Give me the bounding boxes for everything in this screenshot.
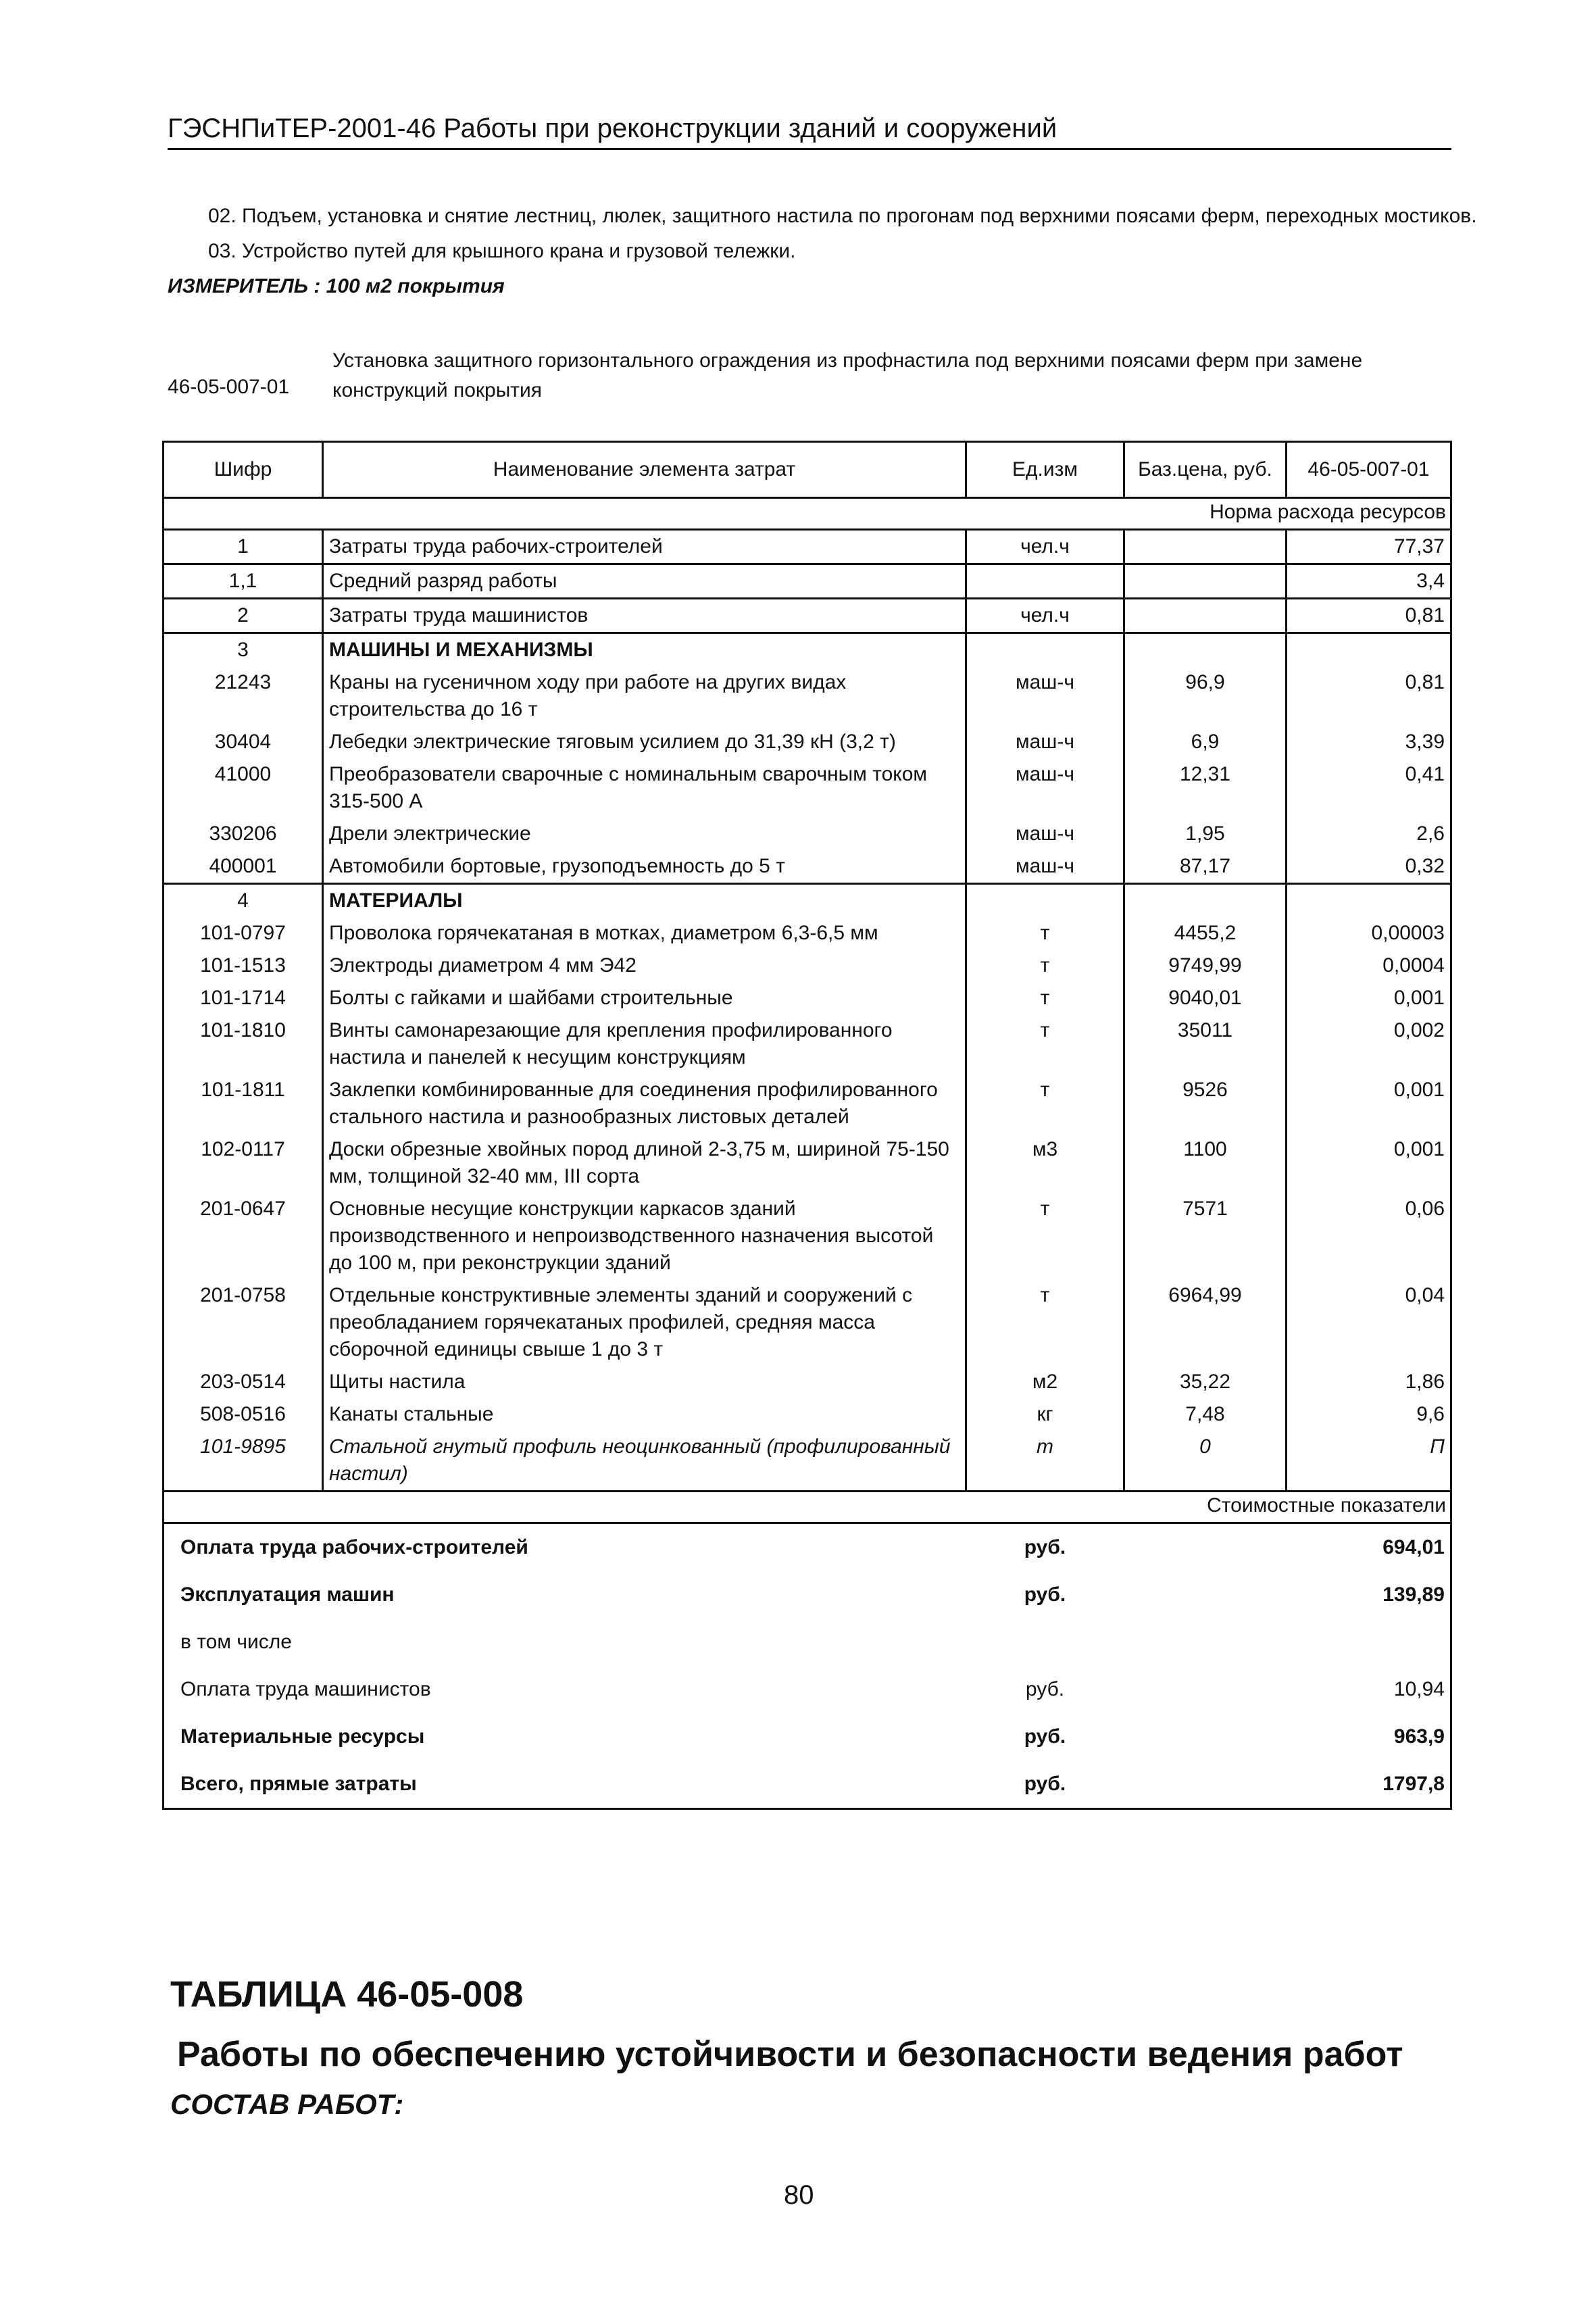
table-row — [164, 884, 1451, 918]
row-code: 101-9895 — [164, 1431, 323, 1492]
row-name: Заклепки комбинированные для соединения профилированного стального настила и разнообразных листовых деталей — [323, 1074, 966, 1133]
column-header: 46-05-007-01 — [1287, 442, 1451, 498]
row-name: Болты с гайками и шайбами строительные — [323, 982, 966, 1014]
table-row — [164, 1398, 1451, 1431]
row-name: Затраты труда машинистов — [323, 599, 966, 633]
table-row — [164, 758, 1451, 818]
total-row — [164, 1713, 1451, 1761]
row-value: 3,4 — [1287, 564, 1451, 599]
row-name: Основные несущие конструкции каркасов зданий производственного и непроизводственного назначения высотой до 100 м, при реконструкции зданий — [323, 1193, 966, 1279]
work-composition — [168, 203, 1485, 308]
total-unit: руб. — [966, 1523, 1124, 1572]
total-value: 694,01 — [1287, 1523, 1451, 1572]
row-unit: маш-ч — [966, 818, 1124, 850]
row-price: 35,22 — [1124, 1366, 1287, 1398]
row-unit: маш-ч — [966, 850, 1124, 884]
table-row — [164, 1074, 1451, 1133]
total-label: Оплата труда машинистов — [164, 1666, 966, 1713]
total-empty — [1124, 1713, 1287, 1761]
row-name: Проволока горячекатаная в мотках, диаметром 6,3-6,5 мм — [323, 917, 966, 950]
total-row — [164, 1523, 1451, 1572]
row-code: 1,1 — [164, 564, 323, 599]
total-unit: руб. — [1025, 1678, 1065, 1700]
page-number: 80 — [784, 2180, 814, 2210]
table-row — [164, 818, 1451, 850]
row-code: 330206 — [164, 818, 323, 850]
row-unit: т — [966, 917, 1124, 950]
row-value: 1,86 — [1287, 1366, 1451, 1398]
row-unit: т — [966, 1074, 1124, 1133]
row-code: 30404 — [164, 726, 323, 758]
row-value — [1287, 633, 1451, 667]
total-label: Эксплуатация машин — [164, 1571, 966, 1619]
row-unit: чел.ч — [966, 599, 1124, 633]
row-code: 3 — [164, 633, 323, 667]
row-value: П — [1287, 1431, 1451, 1492]
total-empty — [1124, 1761, 1287, 1809]
row-price: 1100 — [1124, 1133, 1287, 1193]
table-row — [164, 1366, 1451, 1398]
total-row — [164, 1666, 1451, 1713]
work-item-02: 02. Подъем, установка и снятие лестниц, люлек, защитного настила по прогонам под верхними поясами ферм, переходных мостиков. — [208, 205, 1477, 227]
row-unit: т — [966, 982, 1124, 1014]
row-price: 6964,99 — [1124, 1279, 1287, 1366]
row-unit: т — [966, 950, 1124, 982]
total-row — [164, 1761, 1451, 1809]
row-value: 0,001 — [1287, 1074, 1451, 1133]
row-code: 101-1714 — [164, 982, 323, 1014]
total-unit — [966, 1619, 1124, 1666]
row-unit: маш-ч — [966, 758, 1124, 818]
norm-header-row — [164, 498, 1451, 530]
row-value: 0,81 — [1287, 599, 1451, 633]
row-unit: т — [966, 1431, 1124, 1492]
row-price: 9526 — [1124, 1074, 1287, 1133]
next-table-subtitle: Работы по обеспечению устойчивости и безопасности ведения работ — [177, 2035, 1403, 2074]
total-label: Материальные ресурсы — [164, 1713, 966, 1761]
row-name: Винты самонарезающие для крепления профилированного настила и панелей к несущим конструкциям — [323, 1014, 966, 1074]
row-price: 7,48 — [1124, 1398, 1287, 1431]
total-row — [164, 1619, 1451, 1666]
norm-code: 46-05-007-01 — [168, 376, 290, 398]
total-value — [1287, 1619, 1451, 1666]
row-value: 0,001 — [1287, 1133, 1451, 1193]
row-unit: чел.ч — [966, 530, 1124, 564]
row-price: 9040,01 — [1124, 982, 1287, 1014]
row-price: 7571 — [1124, 1193, 1287, 1279]
norm-label: Норма расхода ресурсов — [164, 498, 1451, 530]
row-name: Лебедки электрические тяговым усилием до 31,39 кН (3,2 т) — [323, 726, 966, 758]
row-unit: маш-ч — [966, 726, 1124, 758]
row-value: 9,6 — [1287, 1398, 1451, 1431]
row-code: 1 — [164, 530, 323, 564]
row-price — [1124, 633, 1287, 667]
total-value: 1797,8 — [1287, 1761, 1451, 1809]
row-price: 9749,99 — [1124, 950, 1287, 982]
table-row — [164, 1133, 1451, 1193]
row-code: 101-1811 — [164, 1074, 323, 1133]
row-value: 0,41 — [1287, 758, 1451, 818]
row-price — [1124, 884, 1287, 918]
row-unit — [966, 633, 1124, 667]
row-code: 508-0516 — [164, 1398, 323, 1431]
row-price: 4455,2 — [1124, 917, 1287, 950]
total-empty — [1124, 1666, 1287, 1713]
row-name: Краны на гусеничном ходу при работе на других видах строительства до 16 т — [323, 666, 966, 726]
row-name: Доски обрезные хвойных пород длиной 2-3,75 м, шириной 75-150 мм, толщиной 32-40 мм, III сорта — [323, 1133, 966, 1193]
measure-unit: ИЗМЕРИТЕЛЬ : 100 м2 покрытия — [168, 275, 505, 297]
table-row — [164, 1193, 1451, 1279]
row-code: 4 — [164, 884, 323, 918]
total-empty — [1124, 1619, 1287, 1666]
column-header: Баз.цена, руб. — [1124, 442, 1287, 498]
total-empty — [1124, 1523, 1287, 1572]
table-row — [164, 917, 1451, 950]
row-value: 0,0004 — [1287, 950, 1451, 982]
row-value: 0,06 — [1287, 1193, 1451, 1279]
row-name: Канаты стальные — [323, 1398, 966, 1431]
table-row — [164, 982, 1451, 1014]
total-unit: руб. — [966, 1761, 1124, 1809]
total-label: Оплата труда рабочих-строителей — [164, 1523, 966, 1572]
row-name: Отдельные конструктивные элементы зданий и сооружений с преобладанием горячекатаных профилей, средняя масса сборочной единицы свыше 1 до 3 т — [323, 1279, 966, 1366]
row-name: Дрели электрические — [323, 818, 966, 850]
row-price: 87,17 — [1124, 850, 1287, 884]
total-unit: руб. — [1024, 1725, 1066, 1748]
row-name: Средний разряд работы — [323, 564, 966, 599]
table-row — [164, 599, 1451, 633]
table-row — [164, 850, 1451, 884]
row-name: МАТЕРИАЛЫ — [323, 884, 966, 918]
total-value: 963,9 — [1287, 1713, 1451, 1761]
column-header: Шифр — [164, 442, 323, 498]
row-name: Электроды диаметром 4 мм Э42 — [323, 950, 966, 982]
table-header-row — [164, 442, 1451, 498]
row-price: 6,9 — [1124, 726, 1287, 758]
row-name: Стальной гнутый профиль неоцинкованный (профилированный настил) — [323, 1431, 966, 1492]
total-unit: руб. — [1024, 1583, 1066, 1606]
resource-rows — [164, 530, 1451, 1492]
total-empty — [1124, 1571, 1287, 1619]
row-value: 3,39 — [1287, 726, 1451, 758]
row-code: 101-0797 — [164, 917, 323, 950]
row-name: Автомобили бортовые, грузоподъемность до 5 т — [323, 850, 966, 884]
norm-description: Установка защитного горизонтального ограждения из профнастила под верхними поясами ферм при замене конструкций покрытия — [332, 349, 1363, 401]
row-price: 0 — [1124, 1431, 1287, 1492]
running-header: ГЭСНПиТЕР-2001-46 Работы при реконструкции зданий и сооружений — [168, 114, 1451, 150]
row-code: 101-1810 — [164, 1014, 323, 1074]
total-row — [164, 1571, 1451, 1619]
row-unit — [966, 884, 1124, 918]
row-price: 1,95 — [1124, 818, 1287, 850]
row-price: 35011 — [1124, 1014, 1287, 1074]
row-name: Преобразователи сварочные с номинальным сварочным током 315-500 А — [323, 758, 966, 818]
row-price: 12,31 — [1124, 758, 1287, 818]
row-code: 203-0514 — [164, 1366, 323, 1398]
row-code: 201-0758 — [164, 1279, 323, 1366]
next-table-title: ТАБЛИЦА 46-05-008 — [170, 1974, 524, 2015]
row-code: 41000 — [164, 758, 323, 818]
row-unit: кг — [966, 1398, 1124, 1431]
row-unit: м3 — [966, 1133, 1124, 1193]
row-value: 0,00003 — [1287, 917, 1451, 950]
table-row — [164, 1279, 1451, 1366]
row-code: 101-1513 — [164, 950, 323, 982]
table-row — [164, 633, 1451, 667]
table-row — [164, 666, 1451, 726]
cost-label: Стоимостные показатели — [164, 1492, 1451, 1523]
row-value: 0,001 — [1287, 982, 1451, 1014]
row-name: МАШИНЫ И МЕХАНИЗМЫ — [323, 633, 966, 667]
row-value: 0,81 — [1287, 666, 1451, 726]
row-code: 102-0117 — [164, 1133, 323, 1193]
column-header: Наименование элемента затрат — [323, 442, 966, 498]
row-price — [1124, 599, 1287, 633]
row-value: 2,6 — [1287, 818, 1451, 850]
row-name: Затраты труда рабочих-строителей — [323, 530, 966, 564]
resource-table — [162, 441, 1452, 1810]
table-row — [164, 564, 1451, 599]
row-unit: м2 — [966, 1366, 1124, 1398]
row-unit: т — [966, 1193, 1124, 1279]
row-unit: т — [966, 1014, 1124, 1074]
composition-heading: СОСТАВ РАБОТ: — [170, 2088, 404, 2120]
row-value: 0,002 — [1287, 1014, 1451, 1074]
total-label: Всего, прямые затраты — [164, 1761, 966, 1809]
row-code: 400001 — [164, 850, 323, 884]
row-value: 77,37 — [1287, 530, 1451, 564]
total-value: 139,89 — [1287, 1571, 1451, 1619]
row-code: 2 — [164, 599, 323, 633]
row-unit — [966, 564, 1124, 599]
row-unit: маш-ч — [966, 666, 1124, 726]
row-price — [1124, 564, 1287, 599]
cost-rows — [164, 1523, 1451, 1809]
table-row — [164, 1014, 1451, 1074]
row-code: 21243 — [164, 666, 323, 726]
row-price: 96,9 — [1124, 666, 1287, 726]
row-value — [1287, 884, 1451, 918]
row-value: 0,04 — [1287, 1279, 1451, 1366]
total-label: в том числе — [164, 1619, 966, 1666]
table-row — [164, 530, 1451, 564]
column-header: Ед.изм — [966, 442, 1124, 498]
row-price — [1124, 530, 1287, 564]
cost-header-row — [164, 1492, 1451, 1523]
row-code: 201-0647 — [164, 1193, 323, 1279]
row-name: Щиты настила — [323, 1366, 966, 1398]
table-row — [164, 1431, 1451, 1492]
table-row — [164, 726, 1451, 758]
row-value: 0,32 — [1287, 850, 1451, 884]
work-item-03: 03. Устройство путей для крышного крана и грузовой тележки. — [208, 240, 796, 262]
total-value: 10,94 — [1287, 1666, 1451, 1713]
table-row — [164, 950, 1451, 982]
row-unit: т — [966, 1279, 1124, 1366]
